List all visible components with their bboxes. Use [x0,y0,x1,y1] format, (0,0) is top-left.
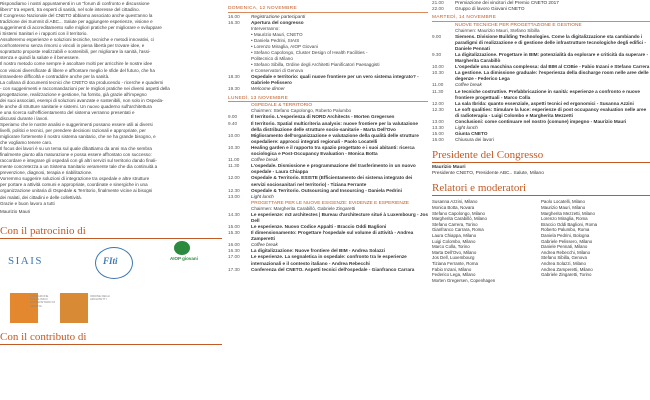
program-time: 16.00 [432,137,444,143]
day-rule [432,21,650,22]
intro-line: e una ricerca sull'efficientamento del sistema verranno presentati e [0,109,135,115]
program-time: 13.30 [432,125,444,131]
program-row [228,230,428,242]
program-time: 16.00 [228,242,240,248]
intro-line: La collana di documenti tecnici che CNETO sta producendo - ricerche e quaderni [0,79,164,85]
speaker-name: Paolo Locatelli, Milano [541,199,585,205]
relatori-rule [432,195,650,196]
program-time: 16.30 [228,248,240,254]
patrocinio-title: Con il patrocinio di [0,224,86,237]
intro-line: confronteremo senza rimorsi o vincoli in piena libertà per trovare idee, e [0,43,145,49]
intro-line: prevenzione, diagnosi, terapia e riabilitazione. [0,170,93,176]
speaker-name: Jos Dell, Luxembourg [432,255,475,261]
speaker-name: Laura Chiappa, Milano [432,232,477,238]
program-row [228,212,428,224]
intro-line: finalmente giunto alla maturazione e possa essere affrontato con successo: [0,152,152,158]
program-item: Ospedale & Territorio. ESISTE (Efficientamento dei sistema integrato dei servizi sociosanitari nel territorio) - Tiziana Ferrante [251,175,413,187]
program-time: 17.30 [228,266,240,272]
speaker-name: Andrea Rebecchi, Milano [541,249,591,255]
program-row [228,254,428,266]
speaker-name: Daniela Pedrini, Bologna [541,232,590,238]
speaker-name: Morten Gregersen, Copenhagen [432,277,496,283]
session-title-2: PROGETTARE PER LE NUOVE ESIGENZE: EVIDENZE E ESPERIENZE [251,200,409,206]
program-row [228,121,428,133]
program-time: 9.00 [228,114,238,120]
program-time: 10.00 [228,132,240,138]
program-item: Le esperienze. La segnaletica in ospedale: confronto tra le esperienze internazionali e il contesto italiano - Andrea Rebecchi [251,254,407,266]
intro-line: Vorremmo suggerire soluzioni di integrazione tra ospedale e altre strutture [0,176,150,182]
intro-line: Speriamo che le nostre analisi e suggerimenti possano essere utili ai diversi [0,121,153,127]
speaker-name: Tiziana Ferrante, Roma [432,260,478,266]
program-row [432,6,650,12]
intro-line: per portare a attività comuni e appropriate, coordinate e sinergiche in una [0,182,148,188]
program-time: 9.30 [432,51,442,57]
day-heading-monday: LUNEDÌ, 13 NOVEMBRE [228,95,289,101]
day-heading-tuesday: MARTEDÌ, 14 NOVEMBRE [432,15,497,21]
program-time: 22.00 [432,6,444,12]
program-item: La gestione. La dimissione graduale: l'esperienza della discharge room nelle aree delle degenze - Federico Lega [455,70,649,82]
program-item: L'ospedale una macchina complessa: dal BIM al COBie - Fabio Inzani e Stefano Carrera [455,64,650,70]
speaker-name: Margherita Mezzetti, Milano [541,210,595,216]
program-time: 17.00 [228,254,240,260]
relatori-title: Relatori e moderatori [432,182,527,195]
intro-line: migliorare fortemente il nostro sistema sanitario, che ne ha grande bisogno, e [0,134,156,140]
program-time: 15.30 [228,230,240,236]
speaker-name: Marco Colla, Torino [432,244,470,250]
speaker-name: Stefano Carrera, Torino [432,221,478,227]
program-time: 10.00 [432,64,444,70]
speaker-name: Gabriele Pelissero, Milano [541,238,593,244]
speaker-name: Roberto Palumbo, Roma [541,227,590,233]
program-time: 21.00 [432,0,444,5]
program-item: La digitalizzazione: Nuove frontiere del BIM - Andrea Solazzi [251,248,385,254]
speaker-name: Daniele Pennati, Milano [541,244,588,250]
intervention-item: Politecnico di Milano [251,55,293,61]
intervention-item: • Lorenzo Miraglia, AIOP Giovani [251,43,318,49]
program-time: 12.00 [432,100,444,106]
program-time: 11.30 [432,88,444,94]
intro-line: Rispondiamo i nostri appuntamenti in un "forum di confronto e discussione [0,1,150,6]
intro-line: dei suoi associati, esempi di soluzioni avanzate e sostenibili, non solo in Ospeda- [0,97,164,103]
speaker-name: Braccio Oddi Baglioni, Roma [541,221,598,227]
patrocinio-logos-2 [0,291,222,327]
program-item: Apertura del congresso [251,19,304,25]
program-item: Il territorio. L'esperienza di NORD Architects - Morten Gregersen [251,114,395,120]
program-item: Registrazione partecipanti [251,13,306,19]
program-item: Coffee break [251,157,278,163]
intro-line: le anche di strutture sanitarie e sistemi. Un nuovo quaderno sull'architettura [0,103,152,109]
presidente-title: Presidente del Congresso [432,149,544,162]
day-heading-sunday: DOMENICA, 12 NOVEMBRE [228,6,297,11]
speaker-name: Andrea Solazzi, Milano [541,260,586,266]
contributo-rule [0,344,222,345]
program-item: Le soft qualities: Simulare la luce: esperienze di post occupancy evaluation nelle aree di radioterapia - Luigi Colombo e Margherita Mezzetti [455,106,647,118]
program-row [432,52,650,64]
fondazione-logo-text: FONDAZIONE POLICLINICO UNIVERSITARIO DI GENOVA [30,293,56,308]
program-row [228,163,428,175]
program-item: Siemens. Divisione Building Technologies. Come la digitalizzazione sta cambiando i paradigmi di realizzazione e di gestione delle infrastrutture tecnologiche degli edifici - Daniele Pennati [455,33,646,51]
program-row [228,175,428,187]
intervention-item: • Daniela Pedrini, SIAIS [251,37,300,43]
program-time: 16.30 [228,19,240,25]
speaker-name: Federico Lega, Milano [432,272,476,278]
program-time: 9.00 [432,33,442,39]
program-row [432,107,650,119]
program-item: Coffee break [251,242,278,248]
program-time: 19.30 [228,85,240,91]
program-time: 11.00 [432,82,444,88]
program-time: 12.30 [432,106,444,112]
program-column-2 [432,0,650,400]
intro-line: stenza e quindi la salute e il benessere. [0,55,80,61]
intro-line: progettazione, realizzazione e gestione, ha fornito, già grazie all'impegno [0,91,147,97]
program-row [228,267,428,273]
program-item: Coffee break [455,82,482,88]
intro-line: livelli, politici e tecnici, per prendere decisioni razionali e appropriate, per [0,127,146,133]
program-row [228,194,428,200]
program-item: Chiusura dei lavori [455,137,494,143]
speaker-name: Luigi Colombo, Milano [432,238,476,244]
program-time: 12.30 [228,187,240,193]
program-time: 13.00 [432,119,444,124]
intro-line: discussi durante i lavori. [0,115,49,121]
intro-text [0,0,222,207]
speaker-name: Susanna Azzini, Milano [432,199,478,205]
intro-line: Il Congresso Nazionale del CNETO abbiamo associato anche quest'anno la [0,13,153,19]
program-row [432,89,650,101]
program-time: 15.00 [432,131,444,137]
program-row [228,145,428,157]
program-item: La sala Ibrida: quanto essenziale, aspetti tecnici ed ergonomici - Susanna Azzini [455,100,634,106]
program-time: 10.30 [432,70,444,76]
intro-line: intravedere difficoltà e contraddire anche per la sanità. [0,73,110,79]
speaker-name: Gianfranco Carrara, Roma [432,227,484,233]
session-title-1: OSPEDALE & TERRITORIO [251,103,313,109]
speaker-name: Maurizio Mauri, Milano [541,204,586,210]
program-row [432,34,650,52]
program-item: Le esperienze: m3 architectes | Bureau d'architecture situé à Luxembourg - Jos Dell [251,211,428,223]
intervention-item: • Maurizio Mauri, CNETO [251,31,303,37]
intro-line: raccordare e integrare gli ospedali con gli altri servizi sul territorio dando finali- [0,158,157,164]
president-role: Presidente CNETO, Presidente ABC.. Salute, Milano [432,171,544,177]
intro-line: soprattutto proposte realizzabili e sostenibili, per migliorare la sanità, l'assi- [0,49,151,55]
program-item: Light lunch [455,125,478,131]
program-item: Conclusioni: come continuare nel nostro (comune) impegno - Maurizio Mauri [455,119,627,124]
intro-line: organizzazione unitaria di Ospedale & Territorio, finalmente vicine ai bisogni [0,188,153,194]
program-item: La digitalizzazione. Progettare in BIM: potenzialità da esplorare e criticità da superare - Margherita Carabillò [455,51,649,64]
intervention-item: • Stefano Capolongo, Cluster Design of Health Facilities - [251,49,368,55]
intro-line: Grazie e buon lavoro a tutti [0,200,55,206]
program-column [228,0,428,400]
intro-line: Il nostro metodo come sempre è ascoltare molti per arricchire le nostre idee [0,61,153,67]
patrocinio-logos [0,239,222,289]
program-item: Light lunch [251,193,274,199]
ordine-logo-icon [60,293,88,323]
intro-line: dei malati, dei cittadini e delle collettività. [0,194,82,200]
session-chair-1: Chairmen: Stefano Capolongo, Roberto Palumbo [251,108,352,114]
speaker-name: Stefano Sibilla, Genova [541,255,587,261]
day-rule [228,12,428,13]
aiop-logo [168,241,198,263]
program-item: Conferenza del CNETO. Aspetti tecnici dell'ospedale - Gianfranco Carrara [251,266,415,272]
program-item: L'ospedale. Dismissione e programmazione del trasferimento in un nuovo ospedale - Laura Chiappa [251,163,416,175]
fiti-logo-text: FIti [103,255,118,266]
program-row [228,86,428,92]
siais-logo: SIAIS [8,254,44,267]
session-chair-2: Chairmen: Margherita Carabillò, Gabriele Zingaretti [251,205,356,211]
intervention-item: e Conservatori di Genova [251,67,304,73]
program-item: Healing garden e il rapporto tra spazio progettato e i suoi abitanti: ricerca sociologica e Post-Occupancy Evaluation - Monica Botta [251,144,415,157]
intro-line: suggerimenti di accreditamento sulle migliori pratiche per migliorare e sviluppare [0,25,162,31]
intervention-item: • Stefano Sibilla, Ordine degli Architetti Pianificatori Paesaggisti [251,61,380,67]
speaker-name: Marta Dell'Ovo, Milano [432,249,477,255]
program-time: 14.30 [228,211,240,217]
speaker-name: Fabio Inzani, Milano [432,266,472,272]
program-time: 10.30 [228,144,240,150]
program-item: Le tecniche costruttive. Prefabbricazione in sanità: esperienze a confronto e nuove frontiere progettuali - Marco Colla [455,88,640,100]
intro-line: mente concretezza a un Sistema Sanitario veramente tale che dia continuità a [0,164,158,170]
intro-line: - con suggerimenti e raccomandazioni per le migliori pratiche nei diversi aspetti della [0,85,170,91]
speaker-name: Margherita Carabillò, Milano [432,216,487,222]
program-item: Gruppo di lavoro Giovani CNETO [455,6,525,12]
speaker-name: Lorenzo Miraglia, Roma [541,216,588,222]
program-item: Il dimensionamento: Progettare l'ospedale sul volume di attività - Andrea Zamperetti [251,230,414,242]
intro-line: Il focus dei lavori è su un tema sul quale dibattiamo da anni ma che sembra [0,146,152,152]
program-row [228,20,428,26]
program-time: 9.40 [228,120,238,126]
speaker-name: Andrea Zamperetti, Milano [541,266,593,272]
program-item: Ospedale & Territorio. Outsourcing and Insourcing - Daniela Pedrini [251,187,402,193]
program-time: 11.00 [228,157,240,163]
signature: Maurizio Mauri [0,208,31,214]
aiop-logo-text: AIOP giovani [170,255,198,261]
intro-line: libero" tra esperti, tra esperti di sanità, nel sole interesse del cittadino. [0,7,140,13]
program-item: Giunta CNETO [455,131,488,137]
contributo-title: Con il contributo di [0,330,87,343]
program-row [228,74,428,86]
intro-line: che vogliamo tenere caro. [0,140,53,146]
fiti-logo [95,247,133,279]
program-row [432,70,650,82]
aiop-mark-icon [174,241,190,255]
speaker-name: Stefano Capolongo, Milano [432,210,485,216]
program-item: Welcome dinner [251,85,285,91]
session-chair-3: Chairmen: Maurizio Mauri, Stefano Sibilla [455,27,540,33]
program-time: 12.00 [228,175,240,181]
program-item: Le esperienze. Nuovo Codice Appalti - Braccio Oddi Baglioni [251,223,387,229]
speakers-list [432,199,650,283]
intro-column [0,0,222,400]
program-item: Premiazione dei vincitori del Premio CNETO 2017 [455,0,559,5]
program-time: 16.00 [228,13,240,19]
intro-line: Assolteremo esperienze e soluzioni tecniche, tecniche e metodi innovativi, ci [0,37,154,43]
program-time: 15.00 [228,223,240,229]
speaker-name: Gabriele Zingaretti, Torino [541,272,592,278]
program-item: Ospedale e territorio: quali nuove frontiere per un vero sistema integrato? - Gabriele Pelissero [251,73,419,85]
program-row [432,137,650,143]
intro-line: i Sistemi Sanitari e i rapporti con il territorio. [0,31,88,37]
session-title-3: NUOVE TECNICHE PER PROGETTAZIONE E GESTIONE [455,22,582,28]
program-item: Miglioramento dell'organizzazione e valutazione della qualità delle strutture ospedaliere: approcci integrati regionali - Paolo Locatelli [251,132,419,144]
president-name: Maurizio Mauri [432,165,466,171]
speaker-name: Monica Botta, Novara [432,204,475,210]
program-time: 13.00 [228,193,240,199]
intro-line: tradizione dei Summit di ABC... Salute per aggiungere esperienze, visione e [0,19,153,25]
intro-line: con visioni diversificate di libere e affrontare meglio le sfide del futuro, che ha [0,67,155,73]
program-time: 18.30 [228,73,240,79]
interventions-label: Interverranno: [251,25,280,31]
program-item: Il territorio. Spatial multicriteria analysis: nuove frontiere per la valutazione della distribuzione delle strutture socio-sanitarie - Marta Dell'Ovo [251,120,418,132]
presidente-rule [432,162,650,163]
program-row [228,133,428,145]
ordine-logo-text: ORDINE DEGLI ARCHITETTI [90,293,111,301]
program-time: 11.30 [228,163,240,169]
